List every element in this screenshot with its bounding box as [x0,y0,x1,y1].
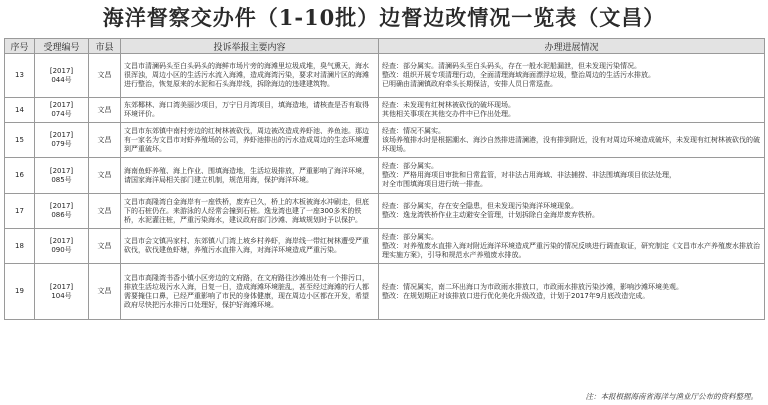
header-idx: 序号 [5,39,35,54]
row-progress [379,98,765,123]
progress-line: 整改：组织开展专项清理行动，全面清理海域海面漂浮垃圾，整治周边的生活污水排放。 [382,71,655,79]
row-num-no: 074号 [51,110,72,118]
table-row [5,229,765,264]
row-num-no: 079号 [51,140,72,148]
progress-line: 该场养殖排水时是根据潮水、海沙自然排进清澜港，没有排到附近，没有对周边环境造成破坏，未发现有红树林被砍伐的破坏现场。 [382,135,760,153]
row-city: 文昌 [89,264,121,320]
row-num-no: 044号 [51,75,72,84]
row-num [35,264,89,320]
progress-line: 整改：在规划期正对该排放口进行优化美化升级改造，计划于2017年9月底改造完成。 [382,291,650,300]
progress-line: 经查：部分属实。 [382,232,438,241]
row-idx: 13 [5,54,35,98]
footnote: 注：本报根据海南省海洋与渔业厅公布的资料整理。 [585,392,758,401]
progress-line: 整改：对养殖废水直排入海对附近海洋环境造成严重污染的情况反映进行调查取证，研究制定《文昌市水产养殖废水排放治理实施方案》，引导和规范水产养殖废水排放。 [382,241,760,259]
row-num-year: [2017] [49,131,74,139]
progress-line: 整改：严格用海项目审批和日常监管，对非法占用海域、非法捕捞、非法围填海项目依法处理， [382,171,676,179]
row-content: 文昌市清澜码头至白头码头的海鲜市场片旁的海滩里垃圾成堆，臭气熏天，海水很浑浊，周边小区的生活污水流入海滩，造成海湾污染，要求对清澜片区的海滩进行整治，恢复原来的水泥和石头海岸线，拆除海边的违建建筑物。 [121,54,379,98]
header-progress: 办理进展情况 [379,39,765,54]
row-num [35,194,89,229]
row-num-no: 086号 [51,211,72,219]
progress-table [4,38,765,320]
row-content: 海南鱼虾养殖、海上作业、围填海造地，生活垃圾排放，严重影响了海洋环境，请国家海洋局相关部门建立机制，规范用海，保护海洋环境。 [121,158,379,194]
row-idx: 14 [5,98,35,123]
row-num-year: [2017] [49,166,74,175]
row-num-year: [2017] [49,66,74,75]
row-num-year: [2017] [49,282,74,291]
row-content: 文昌市高隆湾白金海岸有一座铁桥，废弃已久，桥上的木板被海水冲刷走，但底下的石桩仍在。来游泳的人经常会撞到石桩。逸龙湾也建了一座300多米的铁桥，水泥灌注桩，严重污染海水，建议政府部门沙滩、海域规划时予以保护。 [121,194,379,229]
row-idx: 16 [5,158,35,194]
progress-line: 经查：部分属实，存在安全隐患，但未发现污染海洋环境现象。 [382,202,578,210]
row-content: 文昌市高隆湾书香小镇小区旁边的文府路，在文府路往沙滩出处有一个排污口，排放生活垃圾污水入海，日复一日，造成海滩环境脏乱，甚至经过海滩的行人都需要掩住口鼻，已经严重影响了市民的身体健康，现在周边小区都在开发，希望政府尽快把污水排污口处理好，保护好海滩环境。 [121,264,379,320]
row-num [35,54,89,98]
table-row [5,158,765,194]
row-content: 文昌市东郊镇中南村旁边的红树林被砍伐，周边被改造成养虾池、养鱼池。那边有一家名为文昌市对虾养殖场的公司，养虾池排出的污水造成周边的生态环境遭到严重破坏。 [121,123,379,158]
row-num-year: [2017] [49,237,74,245]
row-num [35,98,89,123]
row-progress [379,158,765,194]
progress-line: 经查：部分属实。清澜码头至白头码头，存在一般水泥船漏泄，但未发现污染情况。 [382,62,641,70]
row-content: 文昌市会文镇冯家村、东郊镇八门湾上坡乡村养虾，海岸线一带红树林遭受严重砍伐，砍伐建鱼虾塘，养殖污水直排入海，对海洋环境造成严重污染。 [121,229,379,264]
row-num-no: 085号 [51,175,72,184]
table-row [5,98,765,123]
row-idx: 19 [5,264,35,320]
row-num [35,158,89,194]
progress-line: 经查：未发现有红树林被砍伐的破坏现场。 [382,101,515,109]
row-num-no: 090号 [51,246,72,254]
row-num-year: [2017] [49,202,74,210]
progress-line: 经查：情况不属实。 [382,126,445,135]
progress-line: 整改：逸龙湾铁桥作业主动避安全管理，计划拆除白金海岸废弃铁桥。 [382,211,599,219]
row-city: 文昌 [89,98,121,123]
row-num [35,123,89,158]
row-num-no: 104号 [51,291,72,300]
row-progress [379,229,765,264]
row-content: 东郊椰林、海口湾美丽沙项目，万宁日月湾项目，填海造地，请核查是否有取得环境评价。 [121,98,379,123]
row-idx: 17 [5,194,35,229]
table-header-row [5,39,765,54]
row-city: 文昌 [89,194,121,229]
table-row [5,123,765,158]
row-progress [379,54,765,98]
row-idx: 18 [5,229,35,264]
row-progress [379,123,765,158]
row-city: 文昌 [89,158,121,194]
row-progress [379,194,765,229]
page-title: 海洋督察交办件（1-10批）边督边改情况一览表（文昌） [102,5,666,30]
header-content: 投诉举报主要内容 [121,39,379,54]
row-num-year: [2017] [49,101,74,109]
progress-line: 经查：部分属实。 [382,162,438,170]
row-city: 文昌 [89,54,121,98]
header-city: 市县 [89,39,121,54]
row-progress [379,264,765,320]
row-num [35,229,89,264]
progress-line: 其他相关事项在其他交办件中已作出处理。 [382,110,515,118]
row-idx: 15 [5,123,35,158]
header-num: 受理编号 [35,39,89,54]
row-city: 文昌 [89,123,121,158]
progress-line: 经查：情况属实，南二环出海口为市政雨水排放口，市政雨水排放污染沙滩，影响沙滩环境美观。 [382,282,683,291]
progress-line: 对全市围填海项目进行统一排查。 [382,180,487,188]
table-row [5,54,765,98]
progress-line: 已明确由清澜镇政府牵头长期保洁，安排人员日常巡查。 [382,80,557,88]
row-city: 文昌 [89,229,121,264]
table-row [5,194,765,229]
table-row [5,264,765,320]
